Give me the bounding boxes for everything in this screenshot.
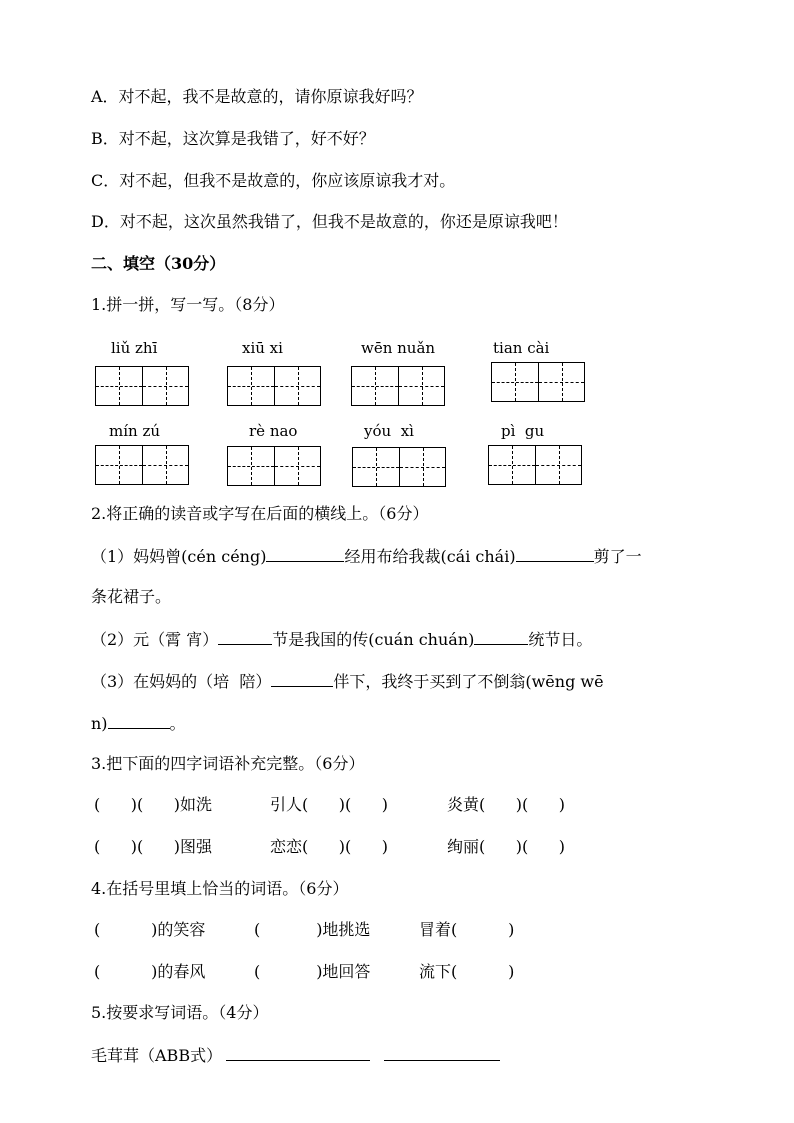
- writing-grid-2[interactable]: [227, 366, 321, 406]
- option-b: B．对不起，这次算是我错了，好不好？: [91, 129, 375, 148]
- writing-grid-6[interactable]: [227, 446, 321, 486]
- option-d: D．对不起，这次虽然我错了，但我不是故意的，你还是原谅我吧！: [91, 212, 568, 231]
- writing-grid-8[interactable]: [488, 445, 582, 485]
- idiom-6[interactable]: 绚丽( )( ): [447, 837, 566, 856]
- q2-sentence-2: [91, 629, 592, 650]
- q5-line: [91, 1045, 500, 1066]
- q2-s1-text-c: 剪了一: [593, 547, 642, 566]
- writing-grid-1[interactable]: [95, 366, 189, 406]
- answer-blank[interactable]: [271, 671, 333, 687]
- q3-title: 3.把下面的四字词语补充完整。（6分）: [91, 754, 365, 773]
- pinyin-xiu-xi: xiū xi: [242, 339, 283, 357]
- q2-s3-text-b: 伴下，我终于买到了不倒翁(wēng wē: [333, 672, 604, 691]
- writing-grid-3[interactable]: [351, 366, 445, 406]
- idiom-3[interactable]: 炎黄( )( ): [447, 795, 566, 814]
- phrase-5[interactable]: ( )地回答: [254, 962, 371, 981]
- q4-title: 4.在括号里填上恰当的词语。（6分）: [91, 879, 349, 898]
- writing-grid-7[interactable]: [352, 447, 446, 487]
- answer-blank[interactable]: [516, 546, 594, 562]
- pinyin-wen-nuan: wēn nuǎn: [361, 339, 436, 357]
- q2-sentence-3-cont: [91, 713, 186, 734]
- q2-s2-text-c: 统节日。: [528, 630, 593, 649]
- q2-s2-text-a: （2）元（霄 宵）: [91, 630, 219, 649]
- answer-blank[interactable]: [226, 1045, 370, 1061]
- answer-blank[interactable]: [474, 629, 528, 645]
- q2-s3-text-d: 。: [169, 714, 186, 733]
- phrase-4[interactable]: ( )的春风: [94, 962, 206, 981]
- q5-label: 毛茸茸（ABB式）: [91, 1046, 223, 1065]
- q2-s2-text-b: 节是我国的传(cuán chuán): [272, 630, 475, 649]
- idiom-2[interactable]: 引人( )( ): [270, 795, 389, 814]
- answer-blank[interactable]: [108, 713, 170, 729]
- idiom-1[interactable]: ( )( )如洗: [94, 795, 213, 814]
- phrase-3[interactable]: 冒着( ): [419, 920, 515, 939]
- writing-grid-5[interactable]: [95, 445, 189, 485]
- idiom-4[interactable]: ( )( )图强: [94, 837, 213, 856]
- pinyin-liu-zhi: liǔ zhī: [111, 339, 158, 357]
- option-c: C．对不起，但我不是故意的，你应该原谅我才对。: [91, 171, 456, 190]
- q2-s1-text-b: 经用布给我裁(cái chái): [344, 547, 516, 566]
- q2-title: 2.将正确的读音或字写在后面的横线上。（6分）: [91, 504, 429, 523]
- q2-s3-text-a: （3）在妈妈的（培 陪）: [91, 672, 272, 691]
- q2-s3-text-c: n): [91, 714, 108, 733]
- pinyin-you-xi: yóu xì: [364, 422, 414, 440]
- option-a: A．对不起，我不是故意的，请你原谅我好吗？: [91, 87, 423, 106]
- q1-title: 1.拼一拼，写一写。（8分）: [91, 295, 285, 314]
- pinyin-re-nao: rè nao: [249, 422, 298, 440]
- q2-sentence-1: [91, 546, 642, 567]
- pinyin-pi-gu: pì gu: [501, 422, 545, 440]
- phrase-1[interactable]: ( )的笑容: [94, 920, 206, 939]
- section-title: 二、填空（30分）: [91, 254, 226, 273]
- pinyin-tian-cai: tian cài: [493, 339, 550, 357]
- phrase-6[interactable]: 流下( ): [419, 962, 515, 981]
- q2-sentence-3: [91, 671, 604, 692]
- answer-blank[interactable]: [384, 1045, 500, 1061]
- idiom-5[interactable]: 恋恋( )( ): [270, 837, 389, 856]
- writing-grid-4[interactable]: [491, 362, 585, 402]
- q5-title: 5.按要求写词语。（4分）: [91, 1003, 269, 1022]
- phrase-2[interactable]: ( )地挑选: [254, 920, 371, 939]
- answer-blank[interactable]: [266, 546, 344, 562]
- answer-blank[interactable]: [218, 629, 272, 645]
- q2-s1-text-a: （1）妈妈曾(cén céng): [91, 547, 267, 566]
- pinyin-min-zu: mín zú: [109, 422, 161, 440]
- q2-sentence-1-cont: 条花裙子。: [91, 587, 172, 606]
